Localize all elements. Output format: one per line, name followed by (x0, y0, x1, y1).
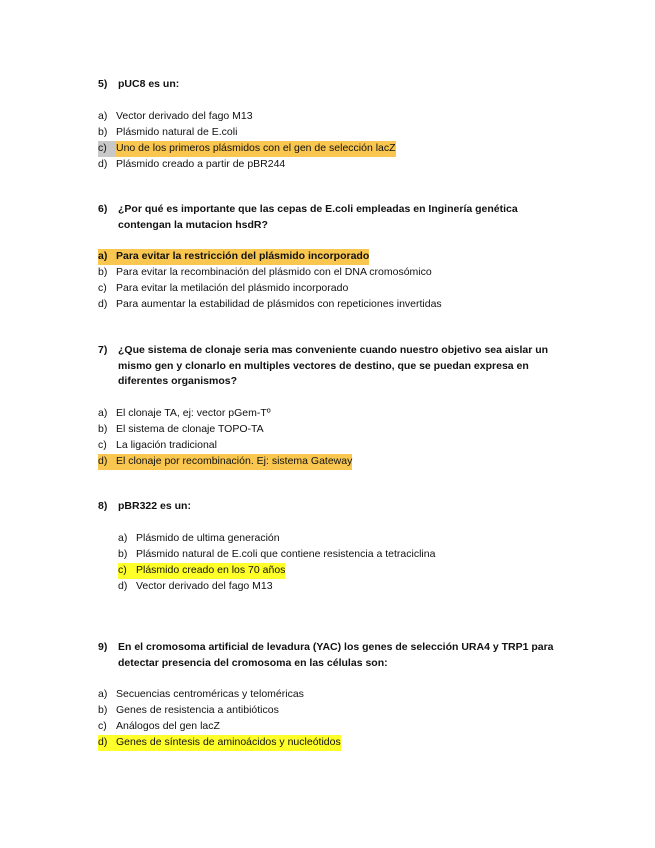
question-text: ¿Por qué es importante que las cepas de E.coli empleadas en Inginería genética contengan la mutacion hsdR? (118, 203, 518, 231)
question-8 (98, 499, 568, 595)
question-text: pUC8 es un: (118, 78, 180, 90)
option-letter: b) (98, 266, 108, 278)
option-text: Para evitar la recombinación del plásmido con el DNA cromosómico (116, 266, 432, 278)
option-b (118, 547, 568, 563)
option-letter: c) (118, 563, 136, 579)
option-letter: c) (98, 438, 107, 451)
option-letter: c) (98, 282, 107, 294)
option-text: Uno de los primeros plásmidos con el gen de selección lacZ (116, 141, 396, 157)
question-number: 9) (98, 641, 108, 653)
option-text: Genes de resistencia a antibióticos (116, 704, 279, 716)
option-text: Para aumentar la estabilidad de plásmidos con repeticiones invertidas (116, 298, 442, 310)
question-number: 7) (98, 344, 108, 356)
option-letter: a) (98, 109, 108, 122)
option-text: Vector derivado del fago M13 (136, 579, 273, 592)
question-8-header (98, 499, 568, 515)
option-letter: d) (98, 454, 116, 470)
options-list (98, 249, 568, 313)
option-letter: c) (98, 141, 116, 157)
option-a-highlighted (98, 249, 568, 265)
option-d-highlighted (98, 454, 568, 470)
option-text: Análogos del gen lacZ (116, 720, 220, 732)
option-text: Plásmido natural de E.coli que contiene resistencia a tetraciclina (136, 547, 436, 560)
option-letter: a) (98, 406, 108, 419)
option-b (98, 265, 568, 281)
option-text: Plásmido creado a partir de pBR244 (116, 157, 286, 170)
option-text: Genes de síntesis de aminoácidos y nucleótidos (116, 735, 341, 751)
option-text: La ligación tradicional (116, 438, 217, 451)
question-text: ¿Que sistema de clonaje seria mas conveniente cuando nuestro objetivo sea aislar un mismo gen y clonarlo en multiples vectores de destino, que se puedan expresa en diferentes organismos? (118, 344, 549, 387)
option-c (98, 719, 568, 735)
option-letter: d) (98, 735, 116, 751)
option-text: Para evitar la metilación del plásmido incorporado (116, 282, 349, 294)
question-6 (98, 202, 568, 313)
option-a (98, 687, 568, 703)
option-letter: a) (98, 249, 116, 265)
question-9-header (98, 640, 568, 671)
question-number: 5) (98, 78, 108, 90)
question-7 (98, 343, 568, 470)
option-c (98, 281, 568, 297)
option-text: El clonaje TA, ej: vector pGem-Tº (116, 406, 271, 419)
option-c-highlighted (98, 141, 568, 157)
option-a (98, 406, 568, 422)
question-7-header (98, 343, 568, 390)
options-list (98, 406, 568, 470)
option-letter: a) (98, 688, 108, 700)
option-letter: b) (98, 422, 108, 435)
question-text: pBR322 es un: (118, 500, 191, 512)
option-b (98, 125, 568, 141)
option-b (98, 422, 568, 438)
option-text: Plásmido de ultima generación (136, 531, 280, 544)
question-9 (98, 640, 568, 751)
options-list (98, 531, 568, 595)
question-text: En el cromosoma artificial de levadura (YAC) los genes de selección URA4 y TRP1 para detectar presencia del cromosoma en las células son: (118, 641, 554, 669)
option-letter: b) (118, 547, 128, 560)
option-text: El clonaje por recombinación. Ej: sistema Gateway (116, 454, 352, 470)
option-letter: d) (118, 579, 128, 592)
question-number: 8) (98, 500, 108, 512)
question-6-header (98, 202, 568, 233)
option-text: Vector derivado del fago M13 (116, 109, 253, 122)
question-number: 6) (98, 203, 108, 215)
option-letter: a) (118, 531, 128, 544)
option-text: Plásmido natural de E.coli (116, 125, 238, 138)
option-letter: b) (98, 704, 108, 716)
option-letter: d) (98, 298, 108, 310)
option-a (98, 109, 568, 125)
option-d (118, 579, 568, 595)
option-letter: b) (98, 125, 108, 138)
option-letter: d) (98, 157, 108, 170)
option-c (98, 438, 568, 454)
option-text: Para evitar la restricción del plásmido incorporado (116, 249, 369, 265)
option-text: El sistema de clonaje TOPO-TA (116, 422, 264, 435)
option-d (98, 157, 568, 173)
options-list (98, 687, 568, 751)
options-list (98, 109, 568, 173)
option-d (98, 297, 568, 313)
question-5 (98, 77, 568, 173)
question-5-header (98, 77, 568, 93)
option-b (98, 703, 568, 719)
option-c-highlighted (118, 563, 568, 579)
option-a (118, 531, 568, 547)
option-text: Plásmido creado en los 70 años (136, 563, 285, 579)
option-d-highlighted (98, 735, 568, 751)
option-letter: c) (98, 720, 107, 732)
option-text: Secuencias centroméricas y teloméricas (116, 688, 304, 700)
